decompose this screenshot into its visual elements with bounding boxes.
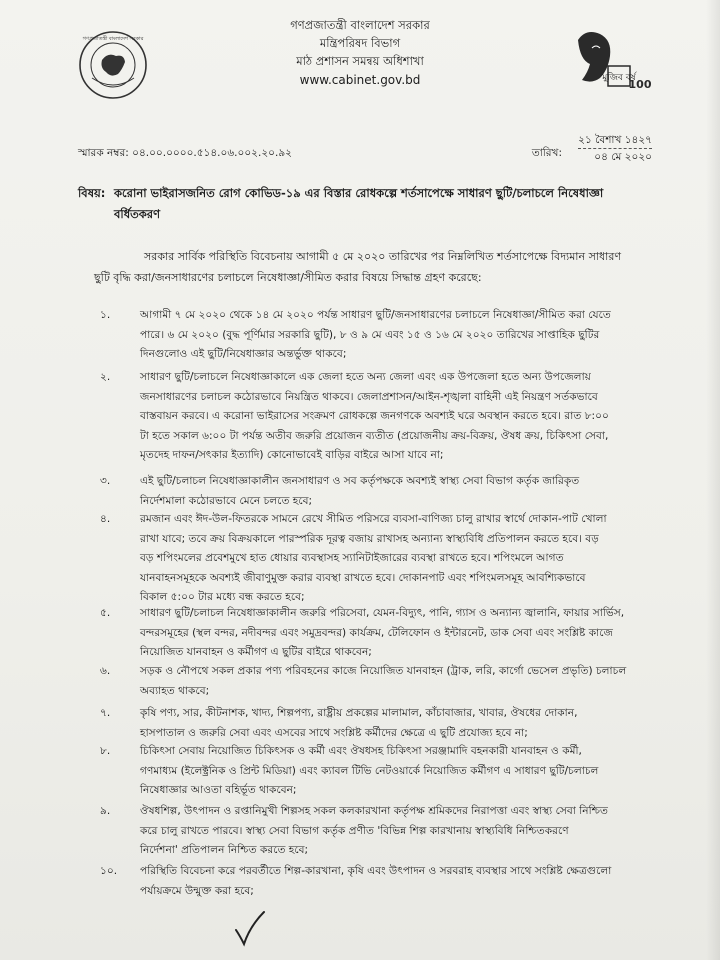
government-seal-icon xyxy=(78,30,148,100)
item-line: ঔষধশিল্প, উৎপাদন ও রপ্তানিমুখী শিল্পসহ সকল কলকারখানা কর্তৃপক্ষ শ্রমিকদের নিরাপত্তা এবং স্বাস্থ্য সেবা নিশ্চিত xyxy=(140,805,608,817)
item-line: বিকাল ৫:০০ টার মধ্যে বন্ধ করতে হবে; xyxy=(140,591,305,603)
government-name: গণপ্রজাতন্ত্রী বাংলাদেশ সরকার xyxy=(290,18,430,32)
item-number: ৮. xyxy=(100,745,111,757)
item-text xyxy=(140,604,660,663)
item-text xyxy=(140,704,660,743)
item-line: এই ছুটি/চলাচল নিষেধাজ্ঞাকালীন জনসাধারণ ও সব কর্তৃপক্ষকে অবশ্যই স্বাস্থ্য সেবা বিভাগ কর্তৃক জারিকৃত xyxy=(140,475,580,487)
item-line: করে চালু রাখতে পারবে। স্বাস্থ্য সেবা বিভাগ কর্তৃক প্রণীত 'বিভিন্ন শিল্প কারখানায় স্বাস্থ্যবিধি নিশ্চিতকরণে xyxy=(140,824,569,837)
item-line: কৃষি পণ্য, সার, কীটনাশক, খাদ্য, শিল্পপণ্য, রাষ্ট্রীয় প্রকল্পের মালামাল, কাঁচাবাজার, খাবার, ঔষধের দোকান, xyxy=(140,707,578,719)
item-text xyxy=(140,368,660,466)
item-line: যানবাহনসমূহকে অবশ্যই জীবাণুমুক্ত করার ব্যবস্থা রাখতে হবে। দোকানপাট এবং শপিংমলসমূহ আবশ্যিকভাবে xyxy=(140,571,586,584)
item-line: নির্দেশনা' প্রতিপালন নিশ্চিত করতে হবে; xyxy=(140,844,309,856)
item-line: জনসাধারণের চলাচল কঠোরভাবে নিয়ন্ত্রিত থাকবে। জেলাপ্রশাসন/আইন-শৃঙ্খলা বাহিনী এই নিয়ন্ত্রণ সর্তকভাবে xyxy=(140,390,598,403)
item-number: ৯. xyxy=(100,805,111,817)
item-number: ৩. xyxy=(100,475,111,487)
item-number: ৪. xyxy=(100,513,111,525)
item-line: পরিস্থিতি বিবেচনা করে পরবর্তীতে শিল্প-কারখানা, কৃষি এবং উৎপাদন ও সরবরাহ ব্যবস্থার সাথে সংশ্লিষ্ট ক্ষেত্রগুলো xyxy=(140,865,612,877)
item-number: ৭. xyxy=(100,707,111,719)
item-line: গণমাধ্যম (ইলেক্ট্রনিক ও প্রিন্ট মিডিয়া) এবং ক্যাবল টিভি নেটওয়ার্কে নিয়োজিত কর্মীগণ এ সাধারণ ছুটি/চলাচল xyxy=(140,764,599,777)
wing-name: মাঠ প্রশাসন সমন্বয় অধিশাখা xyxy=(296,54,424,68)
seal-text: গণপ্রজাতন্ত্রী বাংলাদেশ সরকার xyxy=(82,36,144,42)
date-label: তারিখ: xyxy=(531,147,562,159)
intro-line-1: সরকার সার্বিক পরিস্থিতি বিবেচনায় আগামী ৫ মে ২০২০ তারিখের পর নিম্নলিখিত শর্তসাপেক্ষে বিদ্যমান সাধারণ xyxy=(144,250,622,263)
subject-label: বিষয়: xyxy=(78,186,106,200)
item-text xyxy=(140,862,660,901)
date-bangla-calendar: ২১ বৈশাখ ১৪২৭ xyxy=(578,134,652,146)
item-line: আগামী ৭ মে ২০২০ থেকে ১৪ মে ২০২০ পর্যন্ত সাধারণ ছুটি/জনসাধারণের চলাচলে নিষেধাজ্ঞা/সীমিত করা যেতে xyxy=(140,309,611,321)
item-text xyxy=(140,472,660,511)
page-shadow xyxy=(706,0,720,960)
emblem-text: মুজিব বর্ষ xyxy=(602,73,636,83)
item-line: পর্যায়ক্রমে উন্মুক্ত করা হবে; xyxy=(140,884,254,897)
item-line: নিয়োজিত যানবাহন ও কর্মীগণ এ ছুটির বাইরে থাকবেন; xyxy=(140,646,372,658)
item-line: সাধারণ ছুটি/চলাচলে নিষেধাজ্ঞাকালে এক জেলা হতে অন্য জেলা এবং এক উপজেলা হতে অন্য উপজেলায় xyxy=(140,371,591,383)
website-text: www.cabinet.gov.bd xyxy=(299,73,421,87)
item-line: বাস্তবায়ন করবে। এ করোনা ভাইরাসের সংক্রমণ রোধকল্পে জনগণকে অবশ্যই ঘরে অবস্থান করতে হবে। রাত ৮:০০ xyxy=(140,410,609,422)
division-name: মন্ত্রিপরিষদ বিভাগ xyxy=(319,36,401,50)
item-line: নির্দেশমালা কঠোরভাবে মেনে চলতে হবে; xyxy=(140,494,313,507)
item-line: চিকিৎসা সেবায় নিয়োজিত চিকিৎসক ও কর্মী এবং ঔষধসহ চিকিৎসা সরঞ্জামাদি বহনকারী যানবাহন ও কর্মী, xyxy=(140,745,582,757)
intro-line-2: ছুটি বৃদ্ধি করা/জনসাধারণের চলাচলে নিষেধাজ্ঞা/সীমিত করার বিষয়ে সিদ্ধান্ত গ্রহণ করেছে: xyxy=(94,271,482,284)
date-gregorian: ০৪ মে ২০২০ xyxy=(578,148,652,165)
item-number: ৬. xyxy=(100,665,111,677)
item-text xyxy=(140,510,660,608)
subject-line-1: করোনা ভাইরাসজনিত রোগ কোভিড-১৯ এর বিস্তার রোধকল্পে শর্তসাপেক্ষে সাধারণ ছুটি/চলাচলে নিষেধাজ্ঞা xyxy=(114,186,604,200)
emblem-number: 100 xyxy=(628,78,652,91)
item-line: রমজান এবং ঈদ-উল-ফিতরকে সামনে রেখে সীমিত পরিসরে ব্যবসা-বাণিজ্য চালু রাখার স্বার্থে দোকান-পাট খোলা xyxy=(140,513,607,525)
item-number: ৫. xyxy=(100,607,111,619)
item-number: ১০. xyxy=(100,865,118,877)
item-number: ১. xyxy=(100,309,111,321)
letterhead xyxy=(0,6,720,116)
item-line: বন্দরসমূহের (স্থল বন্দর, নদীবন্দর এবং সমুদ্রবন্দর) কার্যক্রম, টেলিফোন ও ইন্টারনেট, ডাক সেবা এবং সংশ্লিষ্ট কাজে xyxy=(140,626,613,639)
item-line: বড় শপিংমলের প্রবেশমুখে হাত ধোয়ার ব্যবস্থাসহ স্যানিটাইজারের ব্যবস্থা রাখতে হবে। শপিংমলে আগত xyxy=(140,552,564,564)
item-line: পারে। ৬ মে ২০২০ (বুদ্ধ পূর্ণিমার সরকারি ছুটি), ৮ ও ৯ মে এবং ১৫ ও ১৬ মে ২০২০ তারিখের সাপ্তাহিক ছুটির xyxy=(140,328,600,341)
item-line: টা হতে সকাল ৬:০০ টা পর্যন্ত অতীব জরুরি প্রয়োজন ব্যতীত (প্রয়োজনীয় ক্রয়-বিক্রয়, ঔষধ ক্রয়, চিকিৎসা সেবা, xyxy=(140,429,609,442)
subject-block xyxy=(78,183,658,225)
item-number: ২. xyxy=(100,371,111,383)
item-line: হাসপাতাল ও জরুরি সেবা এবং এসবের সাথে সংশ্লিষ্ট কর্মীদের ক্ষেত্রে এ ছুটি প্রযোজ্য হবে না; xyxy=(140,726,528,739)
item-line: দিনগুলোও এই ছুটি/নিষেধাজ্ঞার অন্তর্ভুক্ত থাকবে; xyxy=(140,348,347,360)
item-line: সড়ক ও নৌপথে সকল প্রকার পণ্য পরিবহনের কাজে নিয়োজিত যানবাহন (ট্রাক, লরি, কার্গো ভেসেল প্রভৃতি) চলাচল xyxy=(140,665,627,677)
subject-line-2: বর্ধিতকরণ xyxy=(114,207,161,221)
intro-paragraph xyxy=(94,246,658,288)
item-text xyxy=(140,802,660,861)
checkmark-icon xyxy=(232,908,268,948)
item-line: অব্যাহত থাকবে; xyxy=(140,684,210,697)
item-text xyxy=(140,662,660,701)
letterhead-text xyxy=(150,16,570,89)
item-line: রাখা যাবে; তবে ক্রয় বিক্রয়কালে পারস্পরিক দূরত্ব বজায় রাখাসহ অন্যান্য স্বাস্থ্যবিধি প্রতিপালন করতে হবে। বড় xyxy=(140,532,599,545)
memo-row xyxy=(78,132,654,172)
item-line: সাধারণ ছুটি/চলাচল নিষেধাজ্ঞাকালীন জরুরি পরিসেবা, যেমন-বিদ্যুৎ, পানি, গ্যাস ও অন্যান্য জ্বালানি, ফায়ার সার্ভিস, xyxy=(140,607,625,619)
item-text xyxy=(140,306,660,365)
item-line: মৃতদেহ দাফন/সৎকার ইত্যাদি) কোনোভাবেই বাড়ির বাইরে আসা যাবে না; xyxy=(140,449,444,461)
memo-number: স্মারক নম্বর: ০৪.০০.০০০০.৫১৪.০৬.০০২.২০.৯২ xyxy=(78,147,292,159)
item-text xyxy=(140,742,660,801)
date-block xyxy=(578,132,652,165)
item-line: নিষেধাজ্ঞার আওতা বহির্ভূত থাকবেন; xyxy=(140,784,297,796)
mujib-borsho-logo-icon xyxy=(572,26,654,96)
